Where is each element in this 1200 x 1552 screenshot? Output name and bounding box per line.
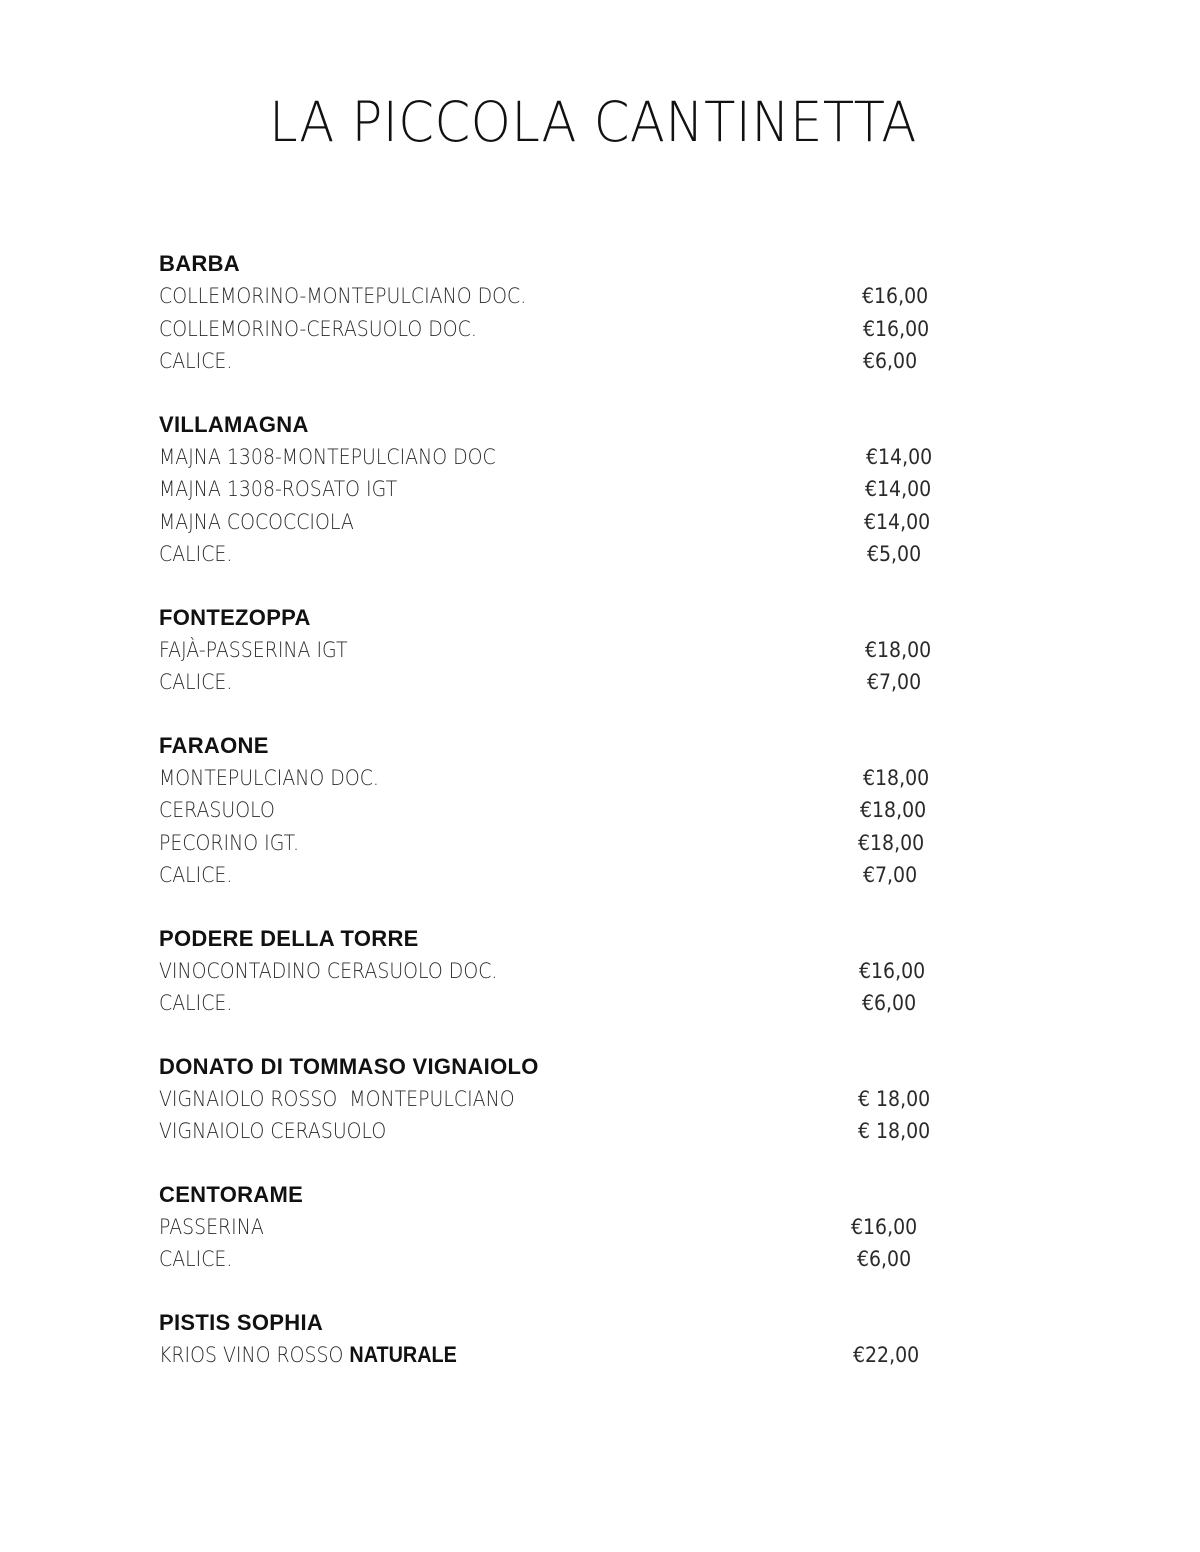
section-donato-di-tommaso [159,1051,959,1148]
wine-name: CALICE. [159,670,233,694]
section-pistis-sophia [159,1307,959,1372]
page-title: LA PICCOLA CANTINETTA [269,90,917,154]
wine-name [159,1339,457,1372]
wine-price: €18,00 [863,765,930,790]
producer-heading: BARBA [159,251,240,276]
producer-heading: FARAONE [159,732,269,758]
list-item [159,794,959,827]
wine-name: COLLEMORINO-MONTEPULCIANO DOC. [159,284,527,308]
wine-price: €16,00 [859,958,926,983]
wine-name: CERASUOLO [159,798,275,822]
wine-name: MAJNA 1308-MONTEPULCIANO DOC [159,444,496,469]
section-podere-della-torre [159,923,959,1020]
producer-heading: DONATO DI TOMMASO VIGNAIOLO [159,1053,539,1079]
list-item [159,634,959,667]
section-faraone [159,730,959,892]
section-centorame [159,1179,959,1276]
list-item [159,1211,959,1244]
wine-name: VIGNAIOLO ROSSO MONTEPULCIANO [159,1086,515,1111]
list-item [159,1115,959,1148]
list-item [159,313,959,346]
list-item [159,859,959,892]
wine-price: €6,00 [863,349,918,373]
wine-list [159,248,959,1402]
wine-name: CALICE. [159,863,233,887]
producer-heading: CENTORAME [159,1181,304,1207]
wine-price: €18,00 [865,637,932,662]
wine-price: €14,00 [865,477,932,501]
producer-heading: PISTIS SOPHIA [159,1309,324,1335]
wine-name: MAJNA COCOCCIOLA [159,509,354,534]
producer-heading: PODERE DELLA TORRE [159,925,419,951]
list-item [159,955,959,988]
list-item [159,666,959,699]
wine-price: € 18,00 [858,1086,931,1111]
wine-price: €14,00 [866,444,933,469]
wine-name: VINOCONTADINO CERASUOLO DOC. [159,958,498,983]
list-item [159,473,959,506]
wine-price: €18,00 [858,830,925,855]
wine-price: €14,00 [864,509,931,534]
wine-name: PECORINO IGT. [159,830,300,855]
wine-name: CALICE. [159,349,233,373]
list-item [159,506,959,539]
list-item [159,538,959,571]
wine-price: €7,00 [867,670,922,694]
list-item [159,1083,959,1116]
list-item [159,1243,959,1276]
wine-name: MAJNA 1308-ROSATO IGT [159,477,398,501]
wine-name: CALICE. [159,542,233,566]
wine-name: MONTEPULCIANO DOC. [159,765,379,790]
section-fontezoppa [159,602,959,699]
wine-price: €6,00 [857,1247,912,1271]
wine-name: COLLEMORINO-CERASUOLO DOC. [159,316,477,341]
list-item [159,1339,959,1372]
section-barba [159,248,959,378]
wine-price: €22,00 [853,1342,920,1367]
wine-price: €16,00 [863,316,930,341]
wine-price: €16,00 [862,284,929,308]
producer-heading: VILLAMAGNA [159,411,309,437]
wine-price: €16,00 [851,1214,918,1239]
wine-name: CALICE. [159,1247,233,1271]
list-item [159,345,959,378]
wine-price: €5,00 [867,542,922,566]
wine-name: CALICE. [159,991,233,1015]
list-item [159,762,959,795]
wine-name-regular: KRIOS VINO ROSSO [159,1342,350,1367]
list-item [159,987,959,1020]
wine-name-bold: NATURALE [349,1341,457,1367]
list-item [159,280,959,313]
wine-price: €18,00 [860,798,927,822]
wine-name: PASSERINA [159,1214,264,1239]
wine-price: €6,00 [862,991,917,1015]
section-villamagna [159,409,959,571]
wine-price: €7,00 [863,863,918,887]
list-item [159,827,959,860]
producer-heading: FONTEZOPPA [159,604,311,630]
wine-name: VIGNAIOLO CERASUOLO [159,1119,387,1143]
list-item [159,441,959,474]
wine-name: FAJÀ-PASSERINA IGT [159,637,348,662]
wine-price: € 18,00 [858,1119,931,1143]
